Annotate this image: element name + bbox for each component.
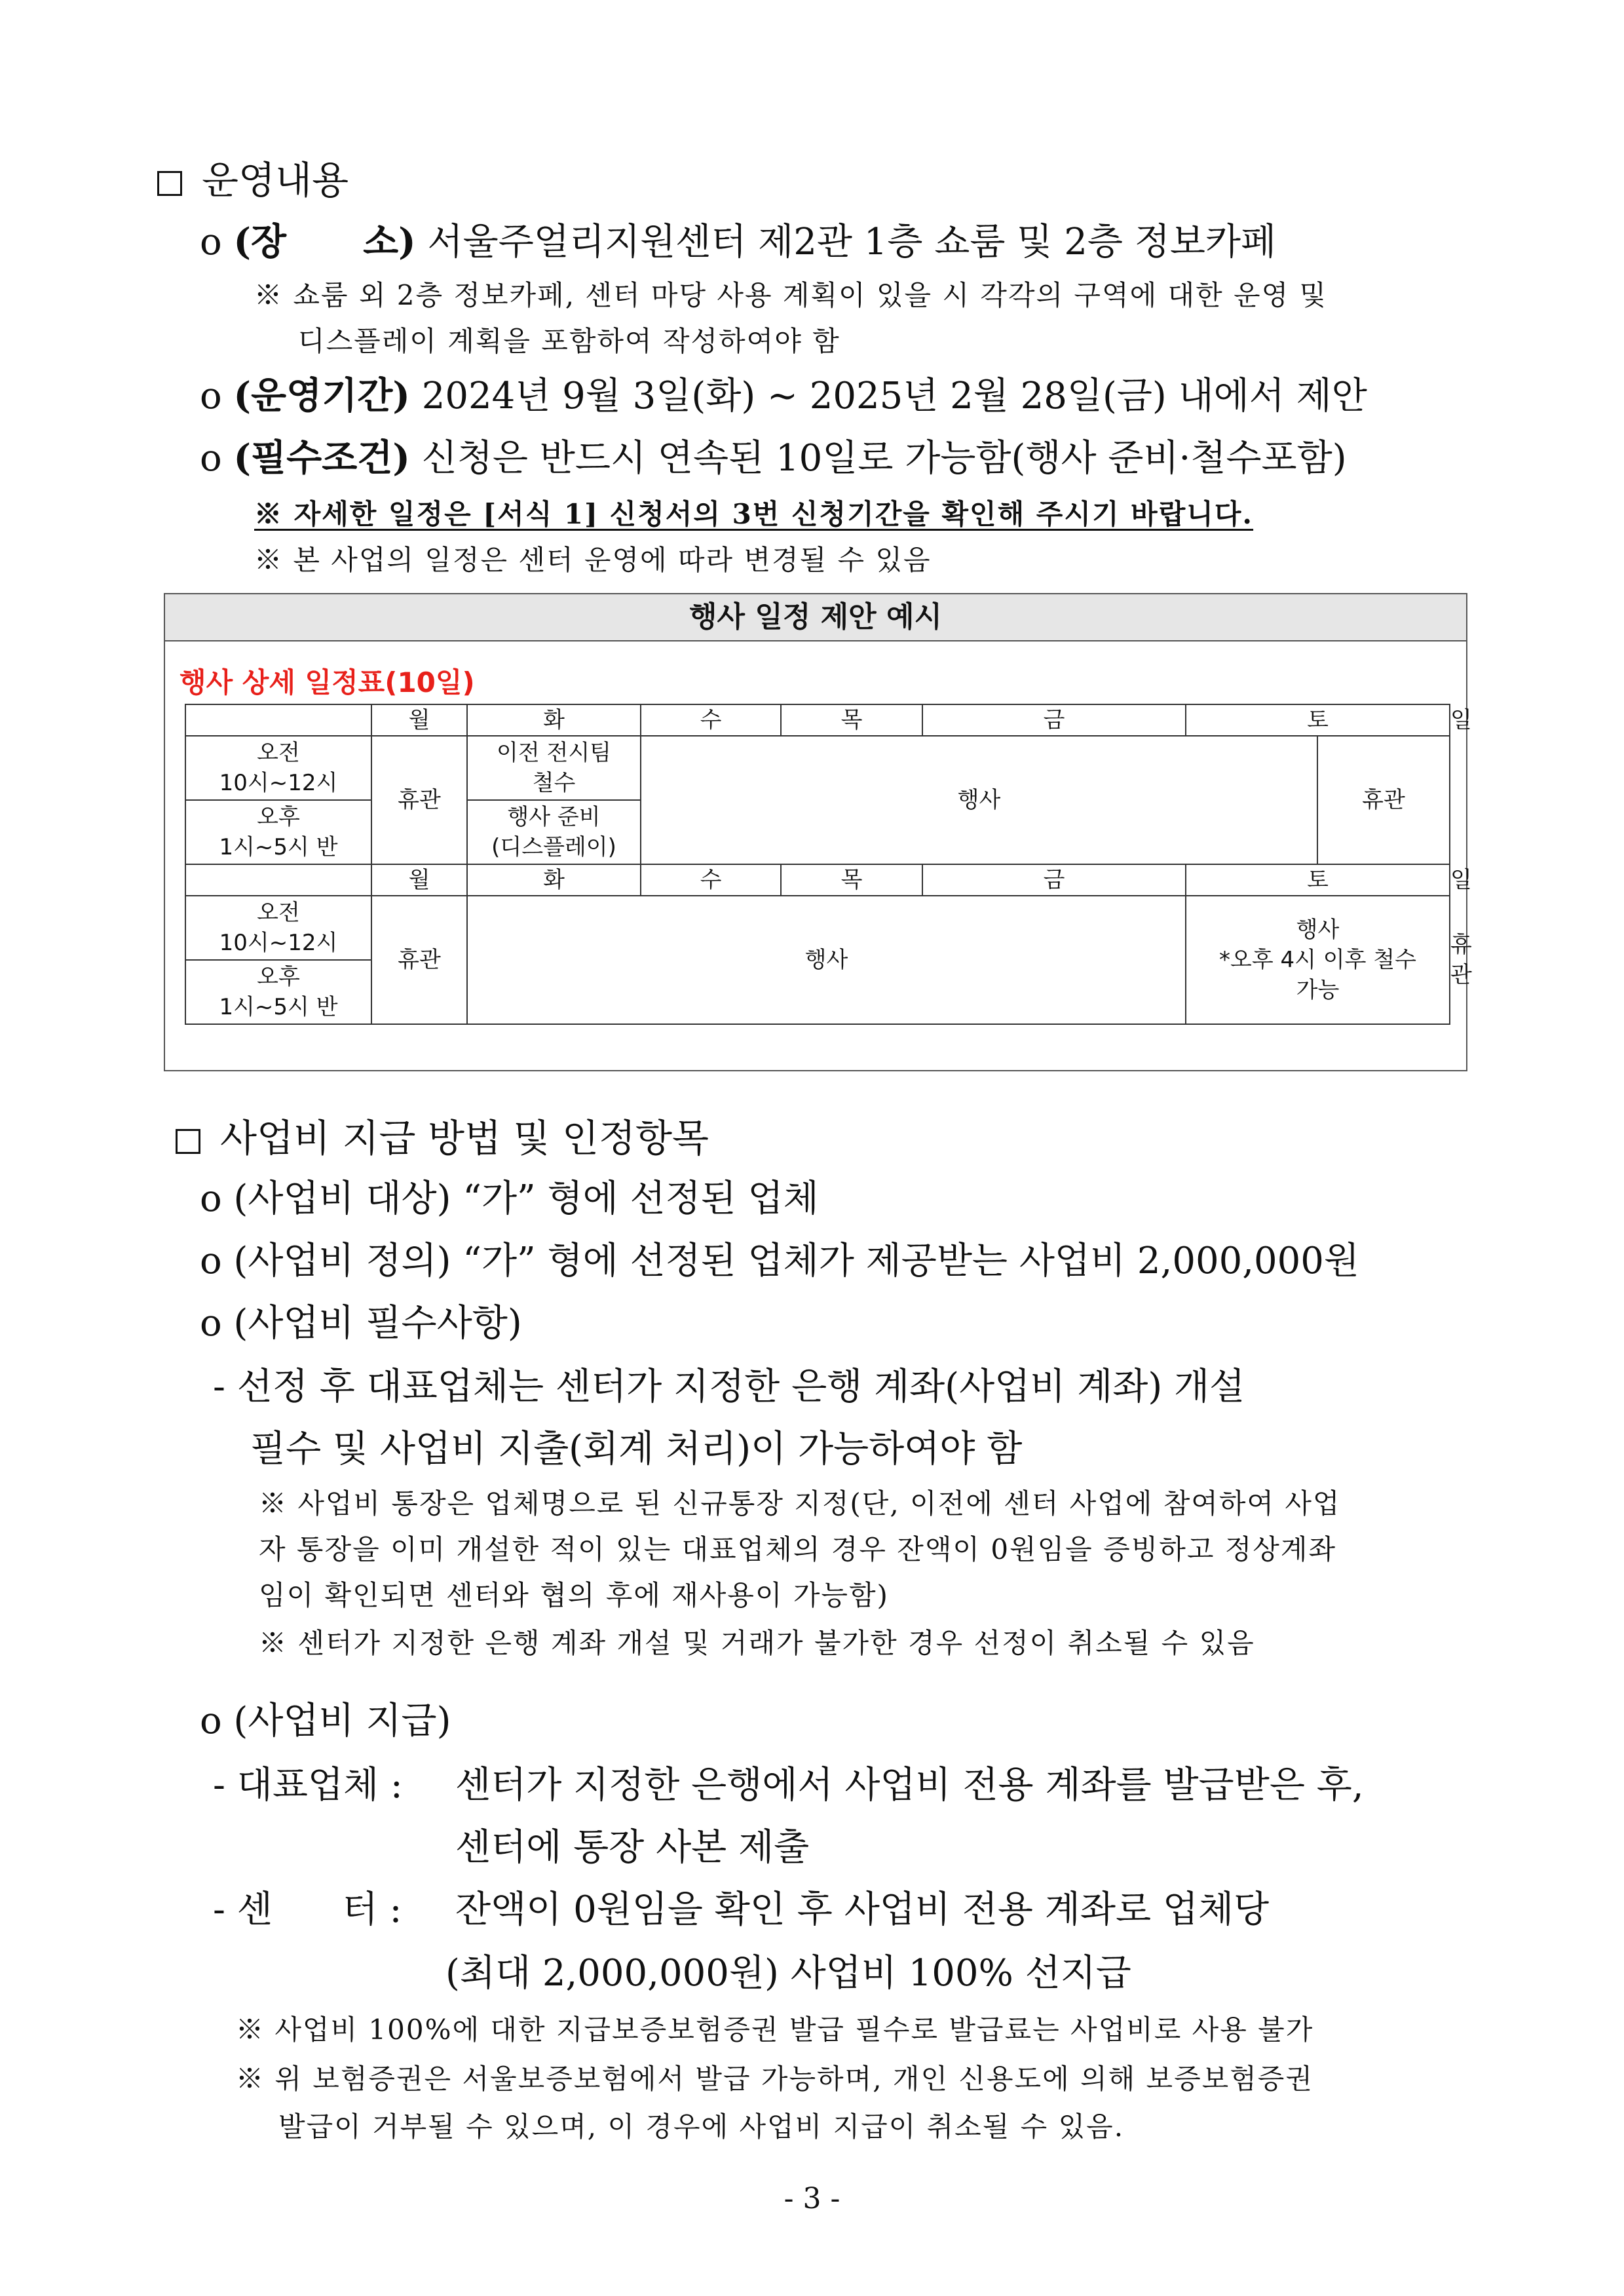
condition-note-1: ※ 자세한 일정은 [서식 1] 신청서의 3번 신청기간을 확인해 주시기 바랍니다. (254, 498, 1254, 530)
payment-rep-label: - 대표업체 : (213, 1764, 403, 1807)
requirement-note-1a: ※ 사업비 통장은 업체명으로 된 신규통장 지정(단, 이전에 센터 사업에 참여하여 사업 (259, 1487, 1341, 1520)
day-sat: 토 (1186, 704, 1450, 736)
payment-label: (사업비 지급) (233, 1700, 451, 1742)
condition-note-2: ※ 본 사업의 일정은 센터 운영에 따라 변경될 수 있음 (254, 544, 932, 576)
payment-note-2a: ※ 위 보험증권은 서울보증보험에서 발급 가능하며, 개인 신용도에 의해 보증보험증권 (236, 2063, 1313, 2095)
place-line: o (장 소) 서울주얼리지원센터 제2관 1층 쇼룸 및 2층 정보카페 (200, 220, 1277, 263)
payment-rep-text-1: 센터가 지정한 은행에서 사업비 전용 계좌를 발급받은 후, (455, 1764, 1364, 1807)
requirement-label: (사업비 필수사항) (233, 1302, 522, 1345)
payment-center-text-1: 잔액이 0원임을 확인 후 사업비 전용 계좌로 업체당 (455, 1888, 1270, 1931)
schedule-example-box (164, 593, 1472, 1071)
week2-am-row: 오전 10시~12시 휴관 행사 행사 *오후 4시 이후 철수 가능 휴관 (185, 896, 1450, 960)
day-thu: 목 (781, 704, 922, 736)
period-line: o (운영기간) 2024년 9월 3일(화) ~ 2025년 2월 28일(금) 내에서 제안 (200, 374, 1367, 417)
pm-cell: 오후 1시~5시 반 (185, 960, 371, 1024)
target-label: (사업비 대상) (233, 1177, 451, 1220)
target-line: o (사업비 대상) “가” 형에 선정된 업체 (200, 1177, 819, 1220)
week1-header-row: 월 화 수 목 금 토 일 (185, 704, 1450, 736)
week1-tue-am: 이전 전시팀 철수 (467, 736, 641, 800)
payment-note-1: ※ 사업비 100%에 대한 지급보증보험증권 발급 필수로 발급료는 사업비로 사용 불가 (236, 2014, 1314, 2046)
condition-text: 신청은 반드시 연속된 10일로 가능함(행사 준비·철수포함) (421, 437, 1347, 480)
checkbox-square-icon (176, 1129, 200, 1154)
requirement-text-2: 필수 및 사업비 지출(회계 처리)이 가능하여야 함 (250, 1428, 1023, 1470)
example-title: 행사 일정 제안 예시 (165, 594, 1466, 641)
period-label: (운영기간) (233, 374, 410, 417)
requirement-text-1: - 선정 후 대표업체는 센터가 지정한 은행 계좌(사업비 계좌) 개설 (213, 1366, 1245, 1408)
week2-header-row: 월 화 수 목 금 토 일 (185, 864, 1450, 896)
am-cell: 오전 10시~12시 (185, 896, 371, 960)
week2-event: 행사 (467, 896, 1186, 1024)
definition-label: (사업비 정의) (233, 1240, 451, 1282)
week2-sat-cell: 행사 *오후 4시 이후 철수 가능 (1186, 896, 1450, 1024)
section1-heading: 운영내용 (157, 149, 349, 204)
week1-tue-pm: 행사 준비 (디스플레이) (467, 800, 641, 864)
am-cell: 오전 10시~12시 (185, 736, 371, 800)
day-tue: 화 (467, 704, 641, 736)
requirement-note-1c: 임이 확인되면 센터와 협의 후에 재사용이 가능함) (259, 1579, 889, 1611)
pm-cell: 오후 1시~5시 반 (185, 800, 371, 864)
payment-note-2b: 발급이 거부될 수 있으며, 이 경우에 사업비 지급이 취소될 수 있음. (278, 2111, 1125, 2143)
requirement-note-1b: 자 통장을 이미 개설한 적이 있는 대표업체의 경우 잔액이 0원임을 증빙하고 정상계좌 (259, 1533, 1337, 1565)
place-text: 서울주얼리지원센터 제2관 1층 쇼룸 및 2층 정보카페 (427, 221, 1277, 263)
target-text: “가” 형에 선정된 업체 (463, 1177, 819, 1220)
condition-line: o (필수조건) 신청은 반드시 연속된 10일로 가능함(행사 준비·철수포함) (200, 436, 1347, 480)
week2-mon-closed: 휴관 (371, 896, 467, 1024)
day-wed: 수 (641, 704, 781, 736)
payment-rep-text-2: 센터에 통장 사본 제출 (455, 1826, 810, 1869)
checkbox-square-icon (157, 171, 182, 196)
page-number: - 3 - (784, 2182, 840, 2215)
section2-heading: 사업비 지급 방법 및 인정항목 (176, 1107, 709, 1162)
payment-center-label: - 센 터 : (213, 1888, 402, 1931)
period-text: 2024년 9월 3일(화) ~ 2025년 2월 28일(금) 내에서 제안 (421, 375, 1367, 417)
week1-sun-closed: 휴관 (1317, 736, 1450, 864)
place-note-1: ※ 쇼룸 외 2층 정보카페, 센터 마당 사용 계획이 있을 시 각각의 구역에 대한 운영 및 (254, 279, 1328, 311)
day-mon: 월 (371, 704, 467, 736)
payment-line: o (사업비 지급) (200, 1700, 451, 1742)
definition-line: o (사업비 정의) “가” 형에 선정된 업체가 제공받는 사업비 2,000,000원 (200, 1240, 1360, 1282)
place-label: (장 소) (233, 220, 416, 263)
schedule-table (185, 704, 1472, 1025)
week1-am-row (185, 736, 1450, 800)
place-note-2: 디스플레이 계획을 포함하여 작성하여야 함 (298, 325, 840, 357)
week1-mon-closed: 휴관 (371, 736, 467, 864)
example-subtitle: 행사 상세 일정표(10일) (179, 666, 475, 698)
condition-label: (필수조건) (233, 436, 410, 480)
day-fri: 금 (922, 704, 1186, 736)
week1-event: 행사 (641, 736, 1317, 864)
requirement-line: o (사업비 필수사항) (200, 1302, 522, 1345)
payment-center-text-2: (최대 2,000,000원) 사업비 100% 선지급 (445, 1952, 1131, 1995)
requirement-note-2: ※ 센터가 지정한 은행 계좌 개설 및 거래가 불가한 경우 선정이 취소될 수 있음 (259, 1627, 1255, 1659)
definition-text: “가” 형에 선정된 업체가 제공받는 사업비 2,000,000원 (463, 1240, 1360, 1282)
